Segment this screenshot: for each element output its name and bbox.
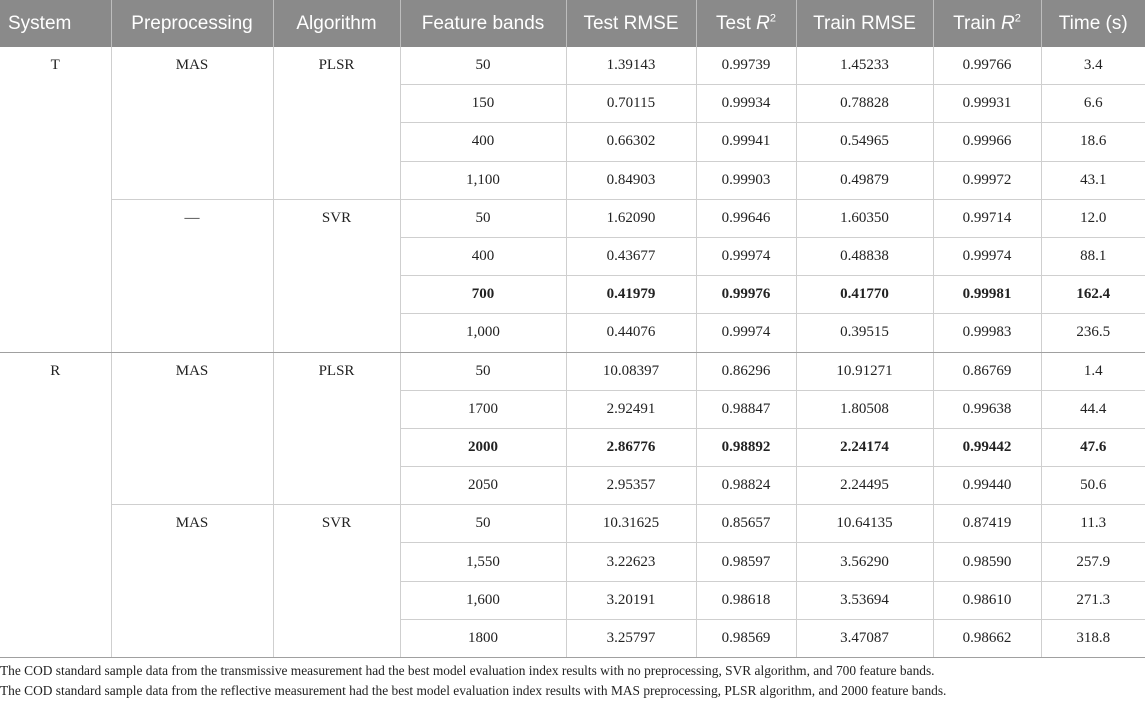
feature-bands-cell: 1,000 — [400, 314, 566, 352]
header-preprocessing: Preprocessing — [111, 0, 273, 47]
train-r2-cell: 0.99714 — [933, 199, 1041, 237]
test-r2-cell: 0.98569 — [696, 619, 796, 657]
test-r2-cell: 0.99974 — [696, 314, 796, 352]
train-rmse-cell: 2.24174 — [796, 428, 933, 466]
test-r2-cell: 0.99903 — [696, 161, 796, 199]
feature-bands-cell: 150 — [400, 85, 566, 123]
system-cell: R — [0, 352, 111, 658]
train-r2-cell: 0.99442 — [933, 428, 1041, 466]
time-cell: 1.4 — [1041, 352, 1145, 390]
feature-bands-cell: 400 — [400, 123, 566, 161]
test-rmse-cell: 2.95357 — [566, 467, 696, 505]
algorithm-cell: PLSR — [273, 352, 400, 505]
time-cell: 162.4 — [1041, 276, 1145, 314]
train-r2-cell: 0.99966 — [933, 123, 1041, 161]
preprocessing-cell: — — [111, 199, 273, 352]
test-rmse-cell: 0.43677 — [566, 237, 696, 275]
table-row — [0, 505, 1145, 543]
time-cell: 43.1 — [1041, 161, 1145, 199]
train-r2-cell: 0.98610 — [933, 581, 1041, 619]
feature-bands-cell: 1700 — [400, 390, 566, 428]
train-rmse-cell: 0.48838 — [796, 237, 933, 275]
header-system: System — [0, 0, 111, 47]
test-rmse-cell: 2.92491 — [566, 390, 696, 428]
test-r2-cell: 0.98618 — [696, 581, 796, 619]
train-rmse-cell: 2.24495 — [796, 467, 933, 505]
train-r2-cell: 0.87419 — [933, 505, 1041, 543]
test-rmse-cell: 3.22623 — [566, 543, 696, 581]
train-r2-cell: 0.99440 — [933, 467, 1041, 505]
test-r2-cell: 0.99976 — [696, 276, 796, 314]
train-r2-cell: 0.98590 — [933, 543, 1041, 581]
time-cell: 50.6 — [1041, 467, 1145, 505]
train-r2-cell: 0.86769 — [933, 352, 1041, 390]
algorithm-cell: PLSR — [273, 47, 400, 199]
algorithm-cell: SVR — [273, 505, 400, 658]
train-r2-cell: 0.99972 — [933, 161, 1041, 199]
test-rmse-cell: 0.66302 — [566, 123, 696, 161]
test-r2-cell: 0.99934 — [696, 85, 796, 123]
test-r2-cell: 0.86296 — [696, 352, 796, 390]
feature-bands-cell: 400 — [400, 237, 566, 275]
time-cell: 6.6 — [1041, 85, 1145, 123]
train-rmse-cell: 3.56290 — [796, 543, 933, 581]
time-cell: 271.3 — [1041, 581, 1145, 619]
test-r2-cell: 0.98847 — [696, 390, 796, 428]
time-cell: 318.8 — [1041, 619, 1145, 657]
header-train-rmse: Train RMSE — [796, 0, 933, 47]
time-cell: 11.3 — [1041, 505, 1145, 543]
preprocessing-cell: MAS — [111, 505, 273, 658]
train-rmse-cell: 10.91271 — [796, 352, 933, 390]
train-r2-cell: 0.98662 — [933, 619, 1041, 657]
time-cell: 3.4 — [1041, 47, 1145, 85]
test-rmse-cell: 10.08397 — [566, 352, 696, 390]
preprocessing-cell: MAS — [111, 47, 273, 199]
train-rmse-cell: 0.39515 — [796, 314, 933, 352]
feature-bands-cell: 50 — [400, 199, 566, 237]
table-row — [0, 199, 1145, 237]
header-test-r2-letter: R — [756, 12, 770, 34]
train-r2-cell: 0.99931 — [933, 85, 1041, 123]
train-rmse-cell: 0.49879 — [796, 161, 933, 199]
train-rmse-cell: 3.47087 — [796, 619, 933, 657]
test-rmse-cell: 2.86776 — [566, 428, 696, 466]
algorithm-cell: SVR — [273, 199, 400, 352]
footnotes — [0, 658, 1145, 701]
test-r2-cell: 0.85657 — [696, 505, 796, 543]
test-r2-cell: 0.99739 — [696, 47, 796, 85]
system-cell: T — [0, 47, 111, 352]
time-cell: 18.6 — [1041, 123, 1145, 161]
feature-bands-cell: 700 — [400, 276, 566, 314]
test-rmse-cell: 1.39143 — [566, 47, 696, 85]
train-rmse-cell: 1.45233 — [796, 47, 933, 85]
test-r2-cell: 0.99941 — [696, 123, 796, 161]
train-r2-cell: 0.99766 — [933, 47, 1041, 85]
test-rmse-cell: 3.20191 — [566, 581, 696, 619]
test-r2-cell: 0.98597 — [696, 543, 796, 581]
header-row — [0, 0, 1145, 47]
test-rmse-cell: 0.84903 — [566, 161, 696, 199]
time-cell: 257.9 — [1041, 543, 1145, 581]
feature-bands-cell: 2050 — [400, 467, 566, 505]
header-test-r2 — [696, 0, 796, 47]
time-cell: 88.1 — [1041, 237, 1145, 275]
time-cell: 47.6 — [1041, 428, 1145, 466]
test-rmse-cell: 0.44076 — [566, 314, 696, 352]
test-r2-cell: 0.98892 — [696, 428, 796, 466]
train-rmse-cell: 10.64135 — [796, 505, 933, 543]
train-rmse-cell: 1.60350 — [796, 199, 933, 237]
header-train-r2-letter: R — [1001, 12, 1015, 34]
header-test-r2-sup: 2 — [769, 12, 776, 25]
train-rmse-cell: 1.80508 — [796, 390, 933, 428]
footnote-transmissive: The COD standard sample data from the transmissive measurement had the best model evaluation index results with no preprocessing, SVR algorithm, and 700 feature bands. — [0, 663, 935, 678]
table-body — [0, 47, 1145, 658]
preprocessing-cell: MAS — [111, 352, 273, 505]
test-rmse-cell: 1.62090 — [566, 199, 696, 237]
train-rmse-cell: 0.41770 — [796, 276, 933, 314]
feature-bands-cell: 1800 — [400, 619, 566, 657]
test-rmse-cell: 0.41979 — [566, 276, 696, 314]
train-r2-cell: 0.99638 — [933, 390, 1041, 428]
feature-bands-cell: 1,100 — [400, 161, 566, 199]
header-train-r2 — [933, 0, 1041, 47]
time-cell: 12.0 — [1041, 199, 1145, 237]
feature-bands-cell: 50 — [400, 505, 566, 543]
feature-bands-cell: 2000 — [400, 428, 566, 466]
train-rmse-cell: 3.53694 — [796, 581, 933, 619]
table-row — [0, 352, 1145, 390]
time-cell: 236.5 — [1041, 314, 1145, 352]
train-rmse-cell: 0.54965 — [796, 123, 933, 161]
test-rmse-cell: 0.70115 — [566, 85, 696, 123]
time-cell: 44.4 — [1041, 390, 1145, 428]
feature-bands-cell: 1,600 — [400, 581, 566, 619]
train-rmse-cell: 0.78828 — [796, 85, 933, 123]
test-rmse-cell: 3.25797 — [566, 619, 696, 657]
header-feature-bands: Feature bands — [400, 0, 566, 47]
header-train-r2-sup: 2 — [1014, 12, 1021, 25]
train-r2-cell: 0.99981 — [933, 276, 1041, 314]
feature-bands-cell: 1,550 — [400, 543, 566, 581]
header-train-r2-prefix: Train — [953, 12, 1001, 34]
header-test-r2-prefix: Test — [716, 12, 757, 34]
header-time: Time (s) — [1041, 0, 1145, 47]
train-r2-cell: 0.99974 — [933, 237, 1041, 275]
feature-bands-cell: 50 — [400, 47, 566, 85]
test-r2-cell: 0.98824 — [696, 467, 796, 505]
test-rmse-cell: 10.31625 — [566, 505, 696, 543]
test-r2-cell: 0.99974 — [696, 237, 796, 275]
header-test-rmse: Test RMSE — [566, 0, 696, 47]
test-r2-cell: 0.99646 — [696, 199, 796, 237]
table-row — [0, 47, 1145, 85]
header-algorithm: Algorithm — [273, 0, 400, 47]
footnote-reflective: The COD standard sample data from the reflective measurement had the best model evaluation index results with MAS preprocessing, PLSR algorithm, and 2000 feature bands. — [0, 683, 947, 698]
feature-bands-cell: 50 — [400, 352, 566, 390]
train-r2-cell: 0.99983 — [933, 314, 1041, 352]
